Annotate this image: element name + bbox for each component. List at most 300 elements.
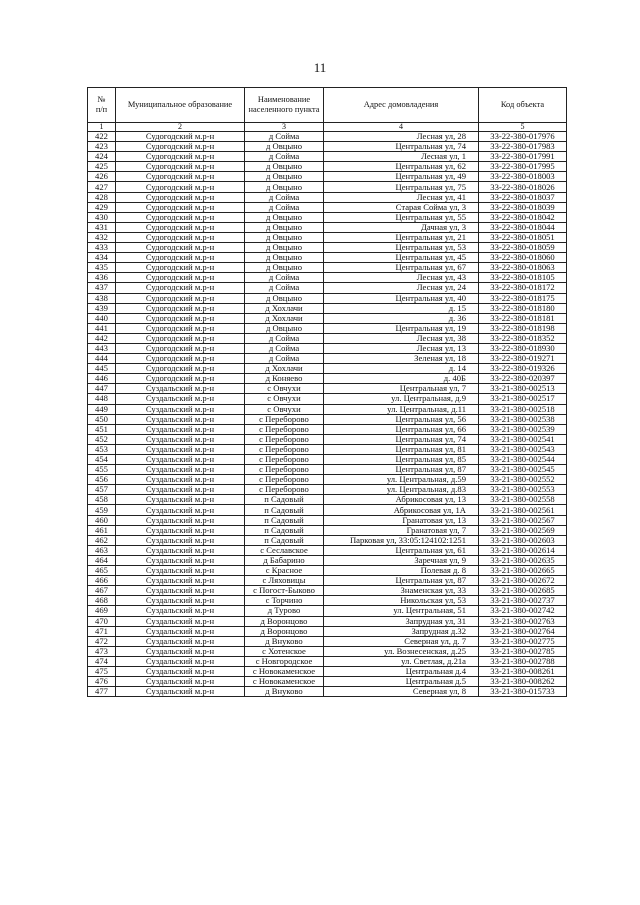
address-cell: Гранатовая ул, 7 bbox=[324, 525, 479, 535]
settlement-cell: д Сойма bbox=[245, 333, 324, 343]
row-number-cell: 475 bbox=[88, 666, 116, 676]
table-row bbox=[88, 273, 567, 283]
table-row bbox=[88, 656, 567, 666]
address-cell: Центральная ул, 87 bbox=[324, 465, 479, 475]
row-number-cell: 440 bbox=[88, 313, 116, 323]
row-number-cell: 446 bbox=[88, 374, 116, 384]
object-code-cell: 33-21-380-015733 bbox=[479, 687, 567, 697]
municipality-cell: Судогодский м.р-н bbox=[116, 374, 245, 384]
column-numbers-row bbox=[88, 123, 567, 132]
municipality-cell: Судогодский м.р-н bbox=[116, 162, 245, 172]
row-number-cell: 471 bbox=[88, 626, 116, 636]
object-code-cell: 33-21-380-002561 bbox=[479, 505, 567, 515]
object-code-cell: 33-22-380-018044 bbox=[479, 222, 567, 232]
row-number-cell: 443 bbox=[88, 343, 116, 353]
table-row bbox=[88, 596, 567, 606]
object-code-cell: 33-21-380-002552 bbox=[479, 475, 567, 485]
header-number: № п/п bbox=[88, 88, 116, 123]
table-row bbox=[88, 545, 567, 555]
address-cell: Центральная д.5 bbox=[324, 677, 479, 687]
row-number-cell: 431 bbox=[88, 222, 116, 232]
table-row bbox=[88, 172, 567, 182]
municipality-cell: Судогодский м.р-н bbox=[116, 232, 245, 242]
row-number-cell: 426 bbox=[88, 172, 116, 182]
address-cell: Центральная ул, 74 bbox=[324, 142, 479, 152]
object-code-cell: 33-22-380-018930 bbox=[479, 343, 567, 353]
table-row bbox=[88, 253, 567, 263]
table-row bbox=[88, 414, 567, 424]
municipality-cell: Суздальский м.р-н bbox=[116, 475, 245, 485]
settlement-cell: д Овцыно bbox=[245, 142, 324, 152]
object-code-cell: 33-22-380-018172 bbox=[479, 283, 567, 293]
address-cell: Центральная ул, 55 bbox=[324, 212, 479, 222]
address-cell: д. 14 bbox=[324, 364, 479, 374]
settlement-cell: д Овцыно bbox=[245, 323, 324, 333]
settlement-cell: п Садовый bbox=[245, 505, 324, 515]
address-cell: ул. Вознесенская, д.25 bbox=[324, 646, 479, 656]
municipality-cell: Суздальский м.р-н bbox=[116, 465, 245, 475]
municipality-cell: Суздальский м.р-н bbox=[116, 485, 245, 495]
object-code-cell: 33-22-380-018059 bbox=[479, 243, 567, 253]
table-row bbox=[88, 333, 567, 343]
table-row bbox=[88, 142, 567, 152]
municipality-cell: Суздальский м.р-н bbox=[116, 636, 245, 646]
settlement-cell: д Воронцово bbox=[245, 616, 324, 626]
settlement-cell: д Турово bbox=[245, 606, 324, 616]
object-code-cell: 33-22-380-019326 bbox=[479, 364, 567, 374]
municipality-cell: Суздальский м.р-н bbox=[116, 535, 245, 545]
table-row bbox=[88, 525, 567, 535]
table-row bbox=[88, 232, 567, 242]
municipality-cell: Суздальский м.р-н bbox=[116, 596, 245, 606]
address-cell: Центральная д.4 bbox=[324, 666, 479, 676]
address-cell: Парковая ул, 33:05:124102:1251 bbox=[324, 535, 479, 545]
address-cell: Дачная ул, 3 bbox=[324, 222, 479, 232]
settlement-cell: д Сойма bbox=[245, 273, 324, 283]
municipality-cell: Суздальский м.р-н bbox=[116, 646, 245, 656]
row-number-cell: 455 bbox=[88, 465, 116, 475]
row-number-cell: 429 bbox=[88, 202, 116, 212]
object-code-cell: 33-21-380-002775 bbox=[479, 636, 567, 646]
address-cell: Центральная ул, 67 bbox=[324, 263, 479, 273]
table-row bbox=[88, 586, 567, 596]
row-number-cell: 474 bbox=[88, 656, 116, 666]
address-cell: Лесная ул, 43 bbox=[324, 273, 479, 283]
address-cell: Центральная ул, 19 bbox=[324, 323, 479, 333]
table-row bbox=[88, 495, 567, 505]
table-row bbox=[88, 616, 567, 626]
table-row bbox=[88, 293, 567, 303]
row-number-cell: 444 bbox=[88, 354, 116, 364]
row-number-cell: 436 bbox=[88, 273, 116, 283]
settlement-cell: с Погост-Быково bbox=[245, 586, 324, 596]
row-number-cell: 434 bbox=[88, 253, 116, 263]
municipality-cell: Судогодский м.р-н bbox=[116, 354, 245, 364]
address-cell: Центральная ул, 53 bbox=[324, 243, 479, 253]
table-row bbox=[88, 222, 567, 232]
settlement-cell: с Новокаменское bbox=[245, 666, 324, 676]
row-number-cell: 477 bbox=[88, 687, 116, 697]
table-row bbox=[88, 323, 567, 333]
municipality-cell: Судогодский м.р-н bbox=[116, 364, 245, 374]
object-code-cell: 33-22-380-020397 bbox=[479, 374, 567, 384]
table-row bbox=[88, 566, 567, 576]
row-number-cell: 423 bbox=[88, 142, 116, 152]
municipality-cell: Суздальский м.р-н bbox=[116, 495, 245, 505]
address-cell: Лесная ул, 24 bbox=[324, 283, 479, 293]
municipality-cell: Судогодский м.р-н bbox=[116, 202, 245, 212]
row-number-cell: 457 bbox=[88, 485, 116, 495]
table-row bbox=[88, 515, 567, 525]
object-code-cell: 33-21-380-002518 bbox=[479, 404, 567, 414]
row-number-cell: 456 bbox=[88, 475, 116, 485]
object-code-cell: 33-21-380-002665 bbox=[479, 566, 567, 576]
municipality-cell: Суздальский м.р-н bbox=[116, 424, 245, 434]
address-cell: Старая Сойма ул, 3 bbox=[324, 202, 479, 212]
table-row bbox=[88, 444, 567, 454]
municipality-cell: Судогодский м.р-н bbox=[116, 273, 245, 283]
settlement-cell: д Овцыно bbox=[245, 222, 324, 232]
object-code-cell: 33-21-380-002517 bbox=[479, 394, 567, 404]
table-row bbox=[88, 202, 567, 212]
municipality-cell: Суздальский м.р-н bbox=[116, 444, 245, 454]
header-municipality: Муниципальное образование bbox=[116, 88, 245, 123]
row-number-cell: 458 bbox=[88, 495, 116, 505]
table-row bbox=[88, 394, 567, 404]
row-number-cell: 476 bbox=[88, 677, 116, 687]
address-cell: Заречная ул, 9 bbox=[324, 555, 479, 565]
address-cell: Гранатовая ул, 13 bbox=[324, 515, 479, 525]
municipality-cell: Суздальский м.р-н bbox=[116, 666, 245, 676]
table-row bbox=[88, 687, 567, 697]
table-row bbox=[88, 313, 567, 323]
municipality-cell: Суздальский м.р-н bbox=[116, 616, 245, 626]
object-code-cell: 33-22-380-018037 bbox=[479, 192, 567, 202]
address-cell: ул. Центральная, д.11 bbox=[324, 404, 479, 414]
settlement-cell: п Садовый bbox=[245, 525, 324, 535]
table-header-row bbox=[88, 88, 567, 123]
settlement-cell: с Хотенское bbox=[245, 646, 324, 656]
municipality-cell: Суздальский м.р-н bbox=[116, 525, 245, 535]
object-code-cell: 33-22-380-018026 bbox=[479, 182, 567, 192]
settlement-cell: д Овцыно bbox=[245, 243, 324, 253]
address-cell: ул. Центральная, д.59 bbox=[324, 475, 479, 485]
settlement-cell: д Коняево bbox=[245, 374, 324, 384]
address-cell: д. 36 bbox=[324, 313, 479, 323]
settlement-cell: с Переборово bbox=[245, 465, 324, 475]
row-number-cell: 469 bbox=[88, 606, 116, 616]
object-code-cell: 33-21-380-002558 bbox=[479, 495, 567, 505]
municipality-cell: Суздальский м.р-н bbox=[116, 394, 245, 404]
settlement-cell: с Переборово bbox=[245, 475, 324, 485]
address-cell: Центральная ул, 21 bbox=[324, 232, 479, 242]
settlement-cell: д Овцыно bbox=[245, 212, 324, 222]
row-number-cell: 435 bbox=[88, 263, 116, 273]
table-row bbox=[88, 455, 567, 465]
municipality-cell: Судогодский м.р-н bbox=[116, 182, 245, 192]
address-cell: Лесная ул, 38 bbox=[324, 333, 479, 343]
municipality-cell: Суздальский м.р-н bbox=[116, 626, 245, 636]
column-number: 5 bbox=[479, 123, 567, 132]
row-number-cell: 452 bbox=[88, 434, 116, 444]
object-code-cell: 33-21-380-002553 bbox=[479, 485, 567, 495]
row-number-cell: 428 bbox=[88, 192, 116, 202]
settlement-cell: с Новокаменское bbox=[245, 677, 324, 687]
municipality-cell: Судогодский м.р-н bbox=[116, 303, 245, 313]
municipality-cell: Суздальский м.р-н bbox=[116, 677, 245, 687]
table-row bbox=[88, 666, 567, 676]
municipality-cell: Суздальский м.р-н bbox=[116, 566, 245, 576]
municipality-cell: Суздальский м.р-н bbox=[116, 586, 245, 596]
object-code-cell: 33-22-380-018181 bbox=[479, 313, 567, 323]
municipality-cell: Судогодский м.р-н bbox=[116, 142, 245, 152]
table-row bbox=[88, 434, 567, 444]
settlement-cell: с Сеславское bbox=[245, 545, 324, 555]
object-code-cell: 33-22-380-019271 bbox=[479, 354, 567, 364]
address-cell: Лесная ул, 13 bbox=[324, 343, 479, 353]
table-row bbox=[88, 505, 567, 515]
settlement-cell: с Красное bbox=[245, 566, 324, 576]
table-row bbox=[88, 182, 567, 192]
address-cell: Северная ул, д. 7 bbox=[324, 636, 479, 646]
object-code-cell: 33-21-380-002544 bbox=[479, 455, 567, 465]
municipality-cell: Суздальский м.р-н bbox=[116, 455, 245, 465]
settlement-cell: д Сойма bbox=[245, 202, 324, 212]
address-cell: ул. Центральная, 51 bbox=[324, 606, 479, 616]
object-code-cell: 33-21-380-002614 bbox=[479, 545, 567, 555]
municipality-cell: Суздальский м.р-н bbox=[116, 384, 245, 394]
address-cell: Лесная ул, 41 bbox=[324, 192, 479, 202]
municipality-cell: Судогодский м.р-н bbox=[116, 323, 245, 333]
registry-table bbox=[87, 87, 567, 697]
municipality-cell: Судогодский м.р-н bbox=[116, 283, 245, 293]
municipality-cell: Судогодский м.р-н bbox=[116, 293, 245, 303]
row-number-cell: 445 bbox=[88, 364, 116, 374]
table-row bbox=[88, 475, 567, 485]
row-number-cell: 467 bbox=[88, 586, 116, 596]
table-row bbox=[88, 555, 567, 565]
settlement-cell: п Садовый bbox=[245, 515, 324, 525]
row-number-cell: 447 bbox=[88, 384, 116, 394]
settlement-cell: с Новгородское bbox=[245, 656, 324, 666]
address-cell: Знаменская ул, 33 bbox=[324, 586, 479, 596]
municipality-cell: Суздальский м.р-н bbox=[116, 505, 245, 515]
settlement-cell: д Овцыно bbox=[245, 263, 324, 273]
row-number-cell: 449 bbox=[88, 404, 116, 414]
municipality-cell: Судогодский м.р-н bbox=[116, 172, 245, 182]
object-code-cell: 33-21-380-002785 bbox=[479, 646, 567, 656]
table-row bbox=[88, 424, 567, 434]
municipality-cell: Суздальский м.р-н bbox=[116, 434, 245, 444]
object-code-cell: 33-22-380-017983 bbox=[479, 142, 567, 152]
settlement-cell: п Садовый bbox=[245, 535, 324, 545]
table-row bbox=[88, 626, 567, 636]
row-number-cell: 466 bbox=[88, 576, 116, 586]
table-row bbox=[88, 576, 567, 586]
row-number-cell: 430 bbox=[88, 212, 116, 222]
object-code-cell: 33-22-380-017995 bbox=[479, 162, 567, 172]
table-row bbox=[88, 364, 567, 374]
settlement-cell: д Сойма bbox=[245, 192, 324, 202]
object-code-cell: 33-21-380-002543 bbox=[479, 444, 567, 454]
table-body bbox=[88, 132, 567, 697]
object-code-cell: 33-21-380-002763 bbox=[479, 616, 567, 626]
address-cell: Центральная ул, 62 bbox=[324, 162, 479, 172]
row-number-cell: 433 bbox=[88, 243, 116, 253]
municipality-cell: Судогодский м.р-н bbox=[116, 132, 245, 142]
address-cell: ул. Центральная, д.83 bbox=[324, 485, 479, 495]
address-cell: Лесная ул, 1 bbox=[324, 152, 479, 162]
settlement-cell: с Переборово bbox=[245, 414, 324, 424]
table-row bbox=[88, 283, 567, 293]
municipality-cell: Судогодский м.р-н bbox=[116, 192, 245, 202]
settlement-cell: с Ляховицы bbox=[245, 576, 324, 586]
municipality-cell: Суздальский м.р-н bbox=[116, 545, 245, 555]
settlement-cell: д Сойма bbox=[245, 354, 324, 364]
object-code-cell: 33-22-380-018198 bbox=[479, 323, 567, 333]
column-number: 1 bbox=[88, 123, 116, 132]
settlement-cell: д Овцыно bbox=[245, 182, 324, 192]
settlement-cell: д Овцыно bbox=[245, 162, 324, 172]
row-number-cell: 422 bbox=[88, 132, 116, 142]
municipality-cell: Суздальский м.р-н bbox=[116, 606, 245, 616]
page-number: 11 bbox=[313, 60, 327, 75]
settlement-cell: д Хохлачи bbox=[245, 313, 324, 323]
address-cell: Запрудная ул, 31 bbox=[324, 616, 479, 626]
object-code-cell: 33-21-380-002603 bbox=[479, 535, 567, 545]
object-code-cell: 33-22-380-018051 bbox=[479, 232, 567, 242]
column-number: 4 bbox=[324, 123, 479, 132]
object-code-cell: 33-22-380-018060 bbox=[479, 253, 567, 263]
table-row bbox=[88, 343, 567, 353]
municipality-cell: Судогодский м.р-н bbox=[116, 253, 245, 263]
municipality-cell: Суздальский м.р-н bbox=[116, 555, 245, 565]
object-code-cell: 33-22-380-018042 bbox=[479, 212, 567, 222]
object-code-cell: 33-21-380-002672 bbox=[479, 576, 567, 586]
row-number-cell: 427 bbox=[88, 182, 116, 192]
object-code-cell: 33-22-380-018105 bbox=[479, 273, 567, 283]
object-code-cell: 33-21-380-002788 bbox=[479, 656, 567, 666]
settlement-cell: с Овчухи bbox=[245, 394, 324, 404]
settlement-cell: д Хохлачи bbox=[245, 303, 324, 313]
municipality-cell: Судогодский м.р-н bbox=[116, 263, 245, 273]
column-number: 2 bbox=[116, 123, 245, 132]
address-cell: Центральная ул, 40 bbox=[324, 293, 479, 303]
settlement-cell: с Переборово bbox=[245, 444, 324, 454]
settlement-cell: д Сойма bbox=[245, 343, 324, 353]
row-number-cell: 459 bbox=[88, 505, 116, 515]
row-number-cell: 463 bbox=[88, 545, 116, 555]
table-row bbox=[88, 162, 567, 172]
header-object-code: Код объекта bbox=[479, 88, 567, 123]
municipality-cell: Судогодский м.р-н bbox=[116, 343, 245, 353]
table-row bbox=[88, 132, 567, 142]
row-number-cell: 470 bbox=[88, 616, 116, 626]
address-cell: Полевая д. 8 bbox=[324, 566, 479, 576]
settlement-cell: д Внуково bbox=[245, 687, 324, 697]
municipality-cell: Суздальский м.р-н bbox=[116, 515, 245, 525]
object-code-cell: 33-21-380-002764 bbox=[479, 626, 567, 636]
address-cell: ул. Центральная, д.9 bbox=[324, 394, 479, 404]
settlement-cell: д Внуково bbox=[245, 636, 324, 646]
row-number-cell: 425 bbox=[88, 162, 116, 172]
table-row bbox=[88, 384, 567, 394]
settlement-cell: д Овцыно bbox=[245, 253, 324, 263]
municipality-cell: Суздальский м.р-н bbox=[116, 656, 245, 666]
row-number-cell: 461 bbox=[88, 525, 116, 535]
row-number-cell: 432 bbox=[88, 232, 116, 242]
address-cell: ул. Светлая, д.21а bbox=[324, 656, 479, 666]
settlement-cell: д Сойма bbox=[245, 283, 324, 293]
row-number-cell: 462 bbox=[88, 535, 116, 545]
header-address: Адрес домовладения bbox=[324, 88, 479, 123]
table-row bbox=[88, 374, 567, 384]
address-cell: Абрикосовая ул, 13 bbox=[324, 495, 479, 505]
address-cell: Центральная ул, 81 bbox=[324, 444, 479, 454]
settlement-cell: п Садовый bbox=[245, 495, 324, 505]
address-cell: Центральная ул, 75 bbox=[324, 182, 479, 192]
object-code-cell: 33-21-380-002538 bbox=[479, 414, 567, 424]
table-row bbox=[88, 606, 567, 616]
object-code-cell: 33-21-380-002685 bbox=[479, 586, 567, 596]
object-code-cell: 33-21-380-002539 bbox=[479, 424, 567, 434]
address-cell: Центральная ул, 61 bbox=[324, 545, 479, 555]
settlement-cell: с Переборово bbox=[245, 485, 324, 495]
object-code-cell: 33-21-380-002545 bbox=[479, 465, 567, 475]
table-row bbox=[88, 354, 567, 364]
row-number-cell: 454 bbox=[88, 455, 116, 465]
table-row bbox=[88, 404, 567, 414]
settlement-cell: д Сойма bbox=[245, 152, 324, 162]
settlement-cell: д Хохлачи bbox=[245, 364, 324, 374]
address-cell: Лесная ул, 28 bbox=[324, 132, 479, 142]
table-row bbox=[88, 243, 567, 253]
row-number-cell: 438 bbox=[88, 293, 116, 303]
object-code-cell: 33-21-380-002635 bbox=[479, 555, 567, 565]
object-code-cell: 33-21-380-002737 bbox=[479, 596, 567, 606]
address-cell: Центральная ул, 45 bbox=[324, 253, 479, 263]
address-cell: Центральная ул, 87 bbox=[324, 576, 479, 586]
object-code-cell: 33-22-380-018063 bbox=[479, 263, 567, 273]
address-cell: Центральная ул, 56 bbox=[324, 414, 479, 424]
object-code-cell: 33-22-380-017991 bbox=[479, 152, 567, 162]
object-code-cell: 33-21-380-002742 bbox=[479, 606, 567, 616]
row-number-cell: 472 bbox=[88, 636, 116, 646]
table-row bbox=[88, 192, 567, 202]
settlement-cell: д Овцыно bbox=[245, 172, 324, 182]
municipality-cell: Судогодский м.р-н bbox=[116, 152, 245, 162]
object-code-cell: 33-21-380-002567 bbox=[479, 515, 567, 525]
table-row bbox=[88, 263, 567, 273]
address-cell: Центральная ул, 7 bbox=[324, 384, 479, 394]
row-number-cell: 424 bbox=[88, 152, 116, 162]
row-number-cell: 439 bbox=[88, 303, 116, 313]
row-number-cell: 465 bbox=[88, 566, 116, 576]
table-row bbox=[88, 152, 567, 162]
municipality-cell: Суздальский м.р-н bbox=[116, 414, 245, 424]
table-row bbox=[88, 485, 567, 495]
municipality-cell: Судогодский м.р-н bbox=[116, 222, 245, 232]
address-cell: Центральная ул, 74 bbox=[324, 434, 479, 444]
object-code-cell: 33-22-380-017976 bbox=[479, 132, 567, 142]
object-code-cell: 33-22-380-018003 bbox=[479, 172, 567, 182]
table-row bbox=[88, 465, 567, 475]
settlement-cell: с Торчино bbox=[245, 596, 324, 606]
address-cell: д. 40Б bbox=[324, 374, 479, 384]
address-cell: Никольская ул, 53 bbox=[324, 596, 479, 606]
row-number-cell: 442 bbox=[88, 333, 116, 343]
address-cell: Центральная ул, 49 bbox=[324, 172, 479, 182]
